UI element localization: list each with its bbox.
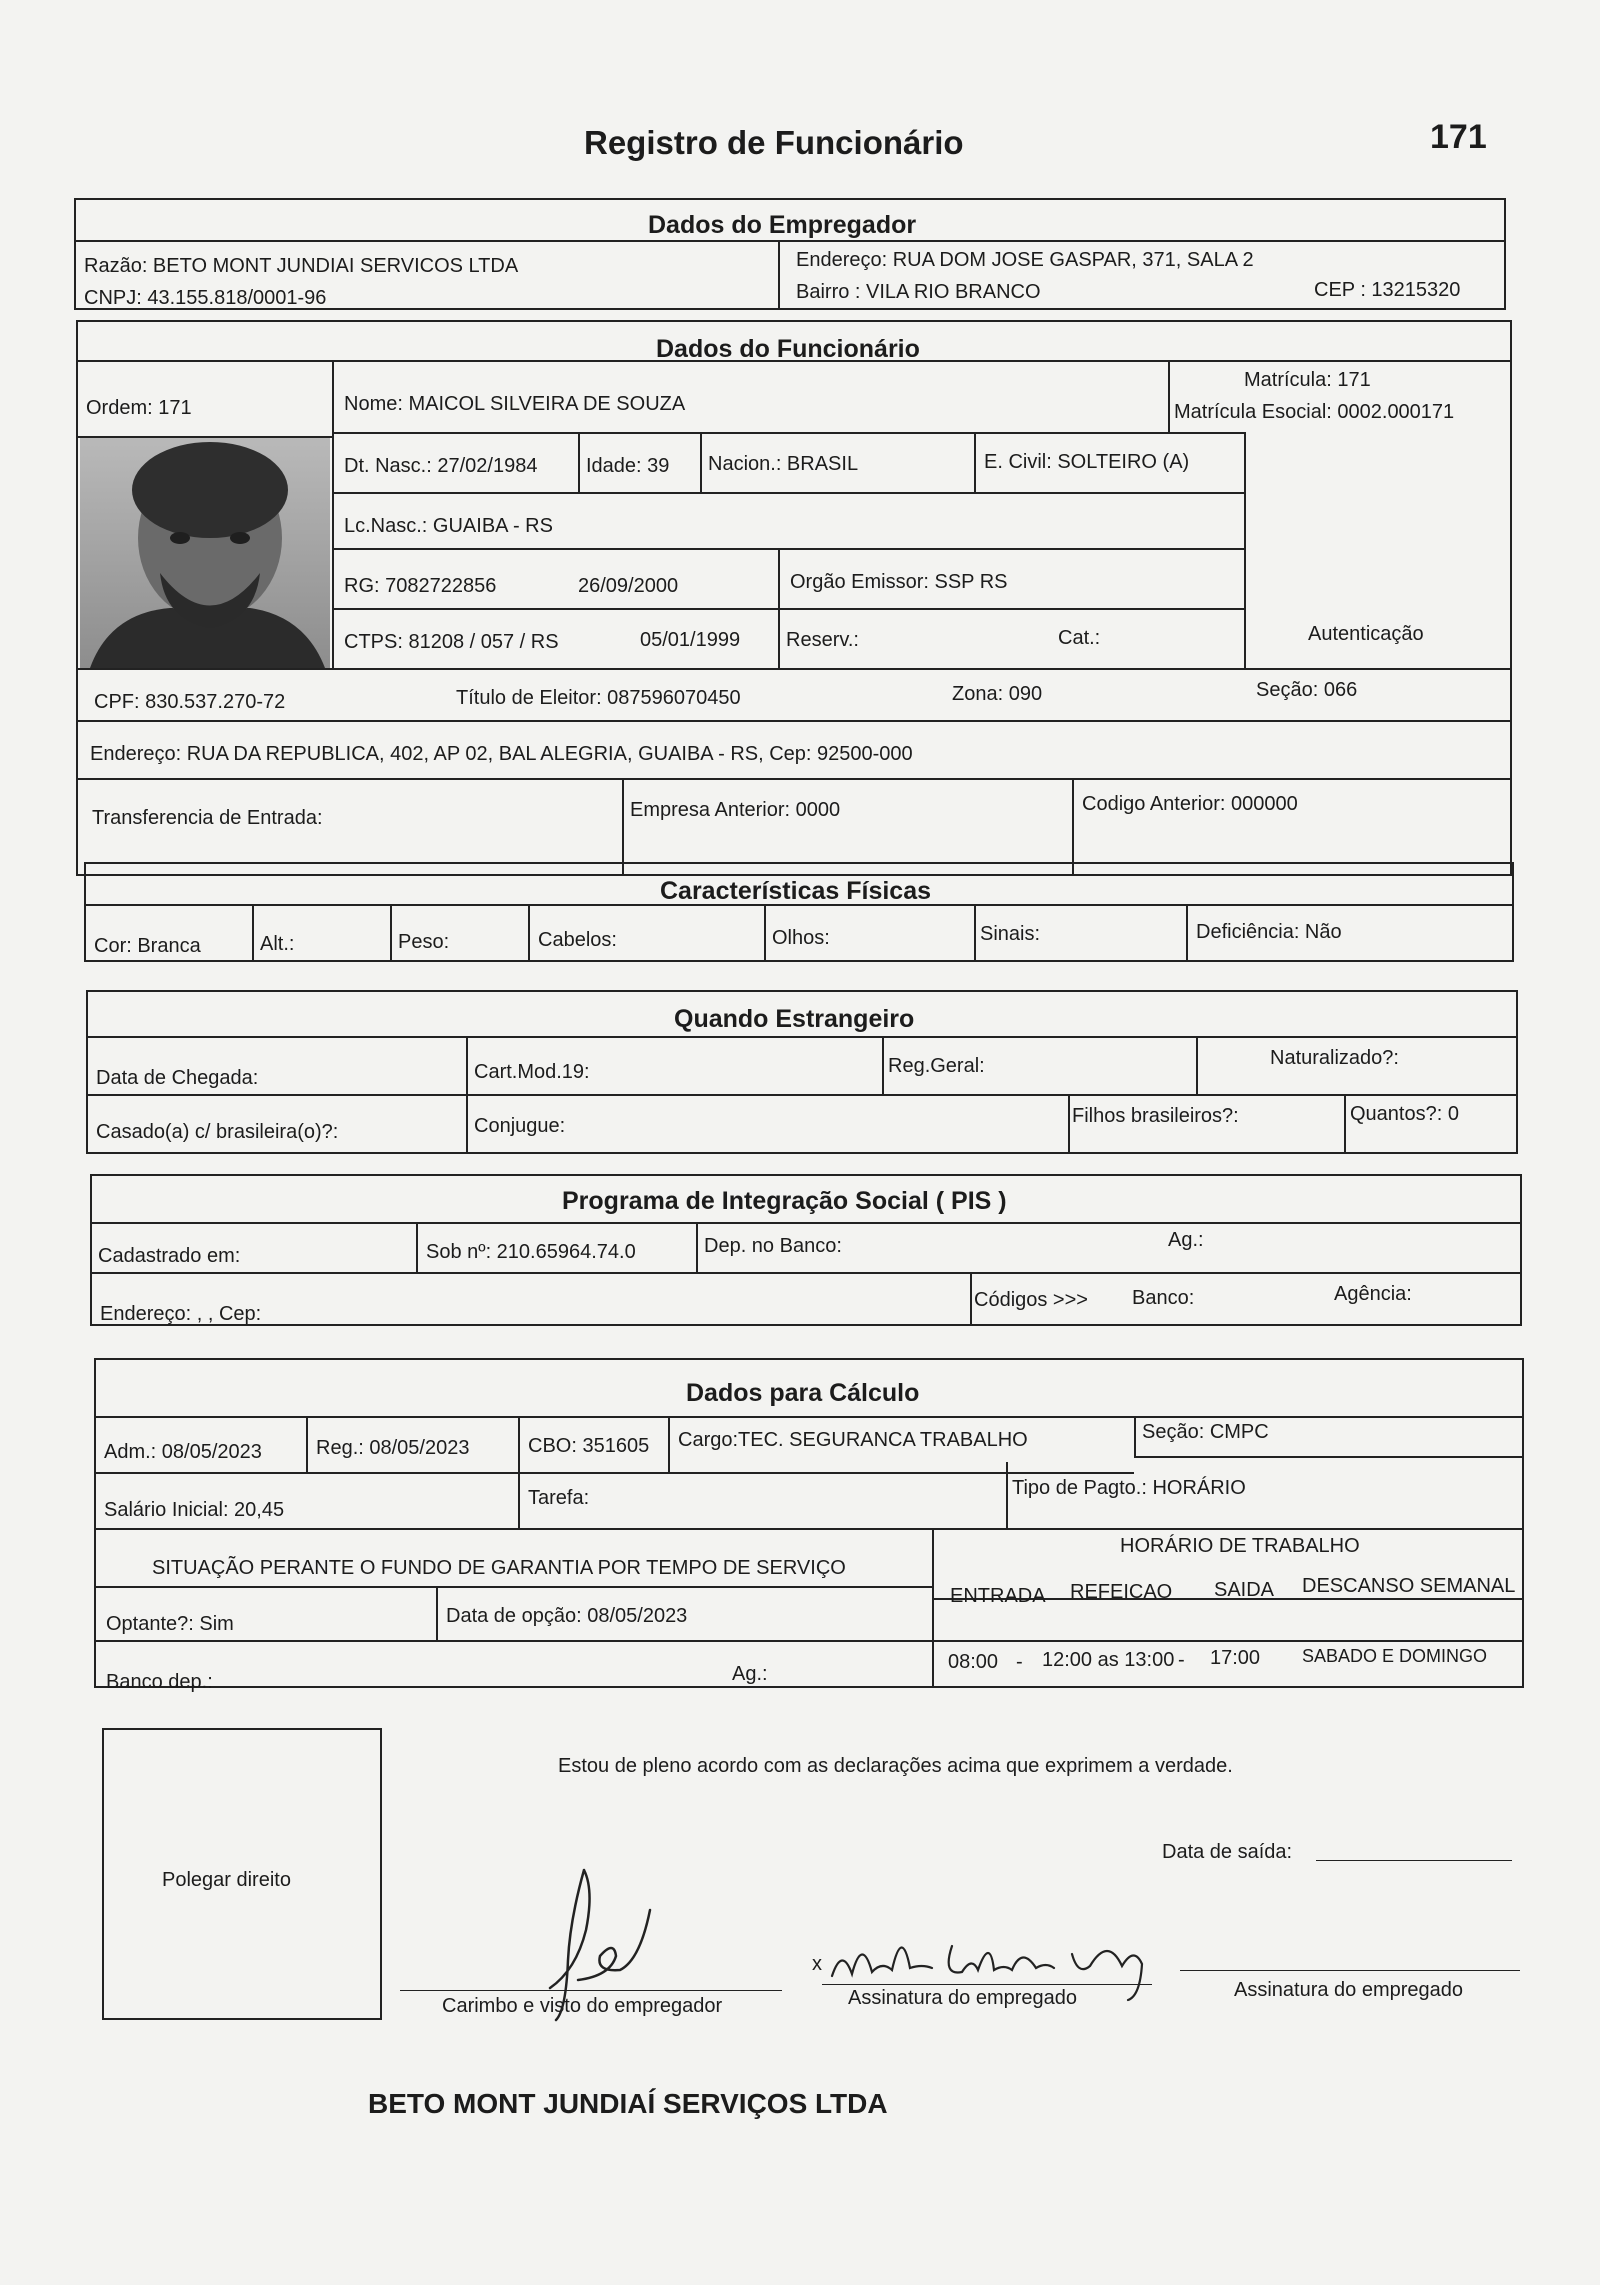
- calc-dash-2: -: [1178, 1649, 1185, 1671]
- physical-disability: Deficiência: Não: [1196, 921, 1342, 943]
- employee-ctps: CTPS: 81208 / 057 / RS: [344, 631, 559, 653]
- employee-signature-label: Assinatura do empregado: [848, 1987, 1078, 2009]
- calc-meal-time: 12:00 as 13:00: [1042, 1649, 1175, 1671]
- calc-fgts-title: SITUAÇÃO PERANTE O FUNDO DE GARANTIA POR TEMPO DE SERVIÇO: [152, 1557, 846, 1579]
- calc-registration: Reg.: 08/05/2023: [316, 1437, 470, 1459]
- employee-cat: Cat.:: [1058, 627, 1101, 649]
- calc-initial-salary: Salário Inicial: 20,45: [104, 1499, 285, 1521]
- calc-cbo: CBO: 351605: [528, 1435, 650, 1457]
- employee-signature: [822, 1906, 1162, 2002]
- page-title: Registro de Funcionário: [584, 124, 964, 161]
- employee-matricula: Matrícula: 171: [1244, 369, 1371, 391]
- agreement-statement: Estou de pleno acordo com as declarações acima que exprimem a verdade.: [558, 1755, 1233, 1777]
- physical-weight: Peso:: [398, 931, 450, 953]
- employee-matricula-esocial: Matrícula Esocial: 0002.000171: [1174, 401, 1455, 423]
- employee-header: Dados do Funcionário: [656, 335, 920, 363]
- pis-address: Endereço: , , Cep:: [100, 1303, 262, 1325]
- employee-address: Endereço: RUA DA REPUBLICA, 402, AP 02, BAL ALEGRIA, GUAIBA - RS, Cep: 92500-000: [90, 743, 913, 765]
- physical-height: Alt.:: [260, 933, 295, 955]
- calc-rest-days: SABADO E DOMINGO: [1302, 1646, 1488, 1666]
- pis-bank-deposit: Dep. no Banco:: [704, 1235, 842, 1257]
- foreign-naturalized: Naturalizado?:: [1270, 1047, 1399, 1069]
- employer-address: Endereço: RUA DOM JOSE GASPAR, 371, SALA 2: [796, 249, 1254, 271]
- calc-exit-label: SAIDA: [1214, 1579, 1275, 1601]
- employer-cep: CEP : 13215320: [1314, 279, 1461, 301]
- calc-bank-deposit: Banco dep.:: [106, 1671, 213, 1693]
- calc-task: Tarefa:: [528, 1487, 590, 1509]
- calc-admission: Adm.: 08/05/2023: [104, 1441, 262, 1463]
- employer-stamp-label: Carimbo e visto do empregador: [442, 1995, 723, 2017]
- foreign-children: Filhos brasileiros?:: [1072, 1105, 1239, 1127]
- physical-marks: Sinais:: [980, 923, 1041, 945]
- calc-section-name: Seção: CMPC: [1142, 1421, 1269, 1443]
- pis-registered: Cadastrado em:: [98, 1245, 241, 1267]
- employee-previous-code: Codigo Anterior: 000000: [1082, 793, 1298, 815]
- employee-zona: Zona: 090: [952, 683, 1043, 705]
- foreign-spouse: Conjugue:: [474, 1115, 566, 1137]
- pis-header: Programa de Integração Social ( PIS ): [562, 1187, 1007, 1215]
- foreign-cart-mod: Cart.Mod.19:: [474, 1061, 590, 1083]
- physical-eyes: Olhos:: [772, 927, 830, 949]
- employee-rg-issuer: Orgão Emissor: SSP RS: [790, 571, 1008, 593]
- employee-nationality: Nacion.: BRASIL: [708, 453, 859, 475]
- foreign-married: Casado(a) c/ brasileira(o)?:: [96, 1121, 339, 1143]
- employee-age: Idade: 39: [586, 455, 670, 477]
- calc-optant: Optante?: Sim: [106, 1613, 234, 1635]
- calc-dash-1: -: [1016, 1651, 1023, 1673]
- foreign-arrival-date: Data de Chegada:: [96, 1067, 259, 1089]
- employee-ordem: Ordem: 171: [86, 397, 192, 419]
- employer-signature: [520, 1860, 680, 2030]
- calc-agency: Ag.:: [732, 1663, 768, 1685]
- thumbprint-label: Polegar direito: [162, 1869, 291, 1891]
- company-stamp: BETO MONT JUNDIAÍ SERVIÇOS LTDA: [368, 2088, 888, 2119]
- employee-photo: [80, 438, 330, 668]
- employee-rg: RG: 7082722856: [344, 575, 497, 597]
- exit-date-label: Data de saída:: [1162, 1841, 1293, 1863]
- pis-agency: Ag.:: [1168, 1229, 1204, 1251]
- employee-previous-company: Empresa Anterior: 0000: [630, 799, 841, 821]
- employee-voter-id: Título de Eleitor: 087596070450: [456, 687, 741, 709]
- employee-cpf: CPF: 830.537.270-72: [94, 691, 286, 713]
- calc-entry-time: 08:00: [948, 1651, 999, 1673]
- pis-agencia: Agência:: [1334, 1283, 1412, 1305]
- page-number: 171: [1430, 118, 1487, 156]
- employer-header: Dados do Empregador: [648, 211, 917, 239]
- foreign-header: Quando Estrangeiro: [674, 1005, 915, 1033]
- calc-header: Dados para Cálculo: [686, 1379, 920, 1407]
- authentication-label: Autenticação: [1308, 623, 1424, 645]
- physical-hair: Cabelos:: [538, 929, 617, 951]
- employee-secao: Seção: 066: [1256, 679, 1358, 701]
- employee-reserv: Reserv.:: [786, 629, 859, 651]
- employer-cnpj: CNPJ: 43.155.818/0001-96: [84, 287, 327, 309]
- employee-birth-date: Dt. Nasc.: 27/02/1984: [344, 455, 538, 477]
- calc-work-hours-title: HORÁRIO DE TRABALHO: [1120, 1535, 1360, 1557]
- pis-number: Sob nº: 210.65964.74.0: [426, 1241, 636, 1263]
- signature-x-mark: x: [812, 1953, 822, 1975]
- employee-civil-status: E. Civil: SOLTEIRO (A): [984, 451, 1190, 473]
- foreign-children-count: Quantos?: 0: [1350, 1103, 1459, 1125]
- employer-razao: Razão: BETO MONT JUNDIAI SERVICOS LTDA: [84, 255, 519, 277]
- calc-entry-label: ENTRADA: [950, 1585, 1046, 1607]
- pis-codes: Códigos >>>: [974, 1289, 1088, 1311]
- calc-payment-type: Tipo de Pagto.: HORÁRIO: [1012, 1477, 1246, 1499]
- physical-color: Cor: Branca: [94, 935, 201, 957]
- employee-name: Nome: MAICOL SILVEIRA DE SOUZA: [344, 393, 686, 415]
- employee-birth-place: Lc.Nasc.: GUAIBA - RS: [344, 515, 553, 537]
- employee-transfer: Transferencia de Entrada:: [92, 807, 323, 829]
- calc-job-title: Cargo:TEC. SEGURANCA TRABALHO: [678, 1429, 1028, 1451]
- calc-option-date: Data de opção: 08/05/2023: [446, 1605, 688, 1627]
- calc-exit-time: 17:00: [1210, 1647, 1261, 1669]
- employee-rg-date: 26/09/2000: [578, 575, 679, 597]
- employer-bairro: Bairro : VILA RIO BRANCO: [796, 281, 1041, 303]
- foreign-reg-geral: Reg.Geral:: [888, 1055, 985, 1077]
- employee-signature-label-2: Assinatura do empregado: [1234, 1979, 1464, 2001]
- pis-bank: Banco:: [1132, 1287, 1195, 1309]
- physical-header: Características Físicas: [660, 877, 932, 905]
- calc-meal-label: REFEICAO: [1070, 1581, 1173, 1603]
- calc-weekly-rest-label: DESCANSO SEMANAL: [1302, 1575, 1516, 1597]
- employee-ctps-date: 05/01/1999: [640, 629, 741, 651]
